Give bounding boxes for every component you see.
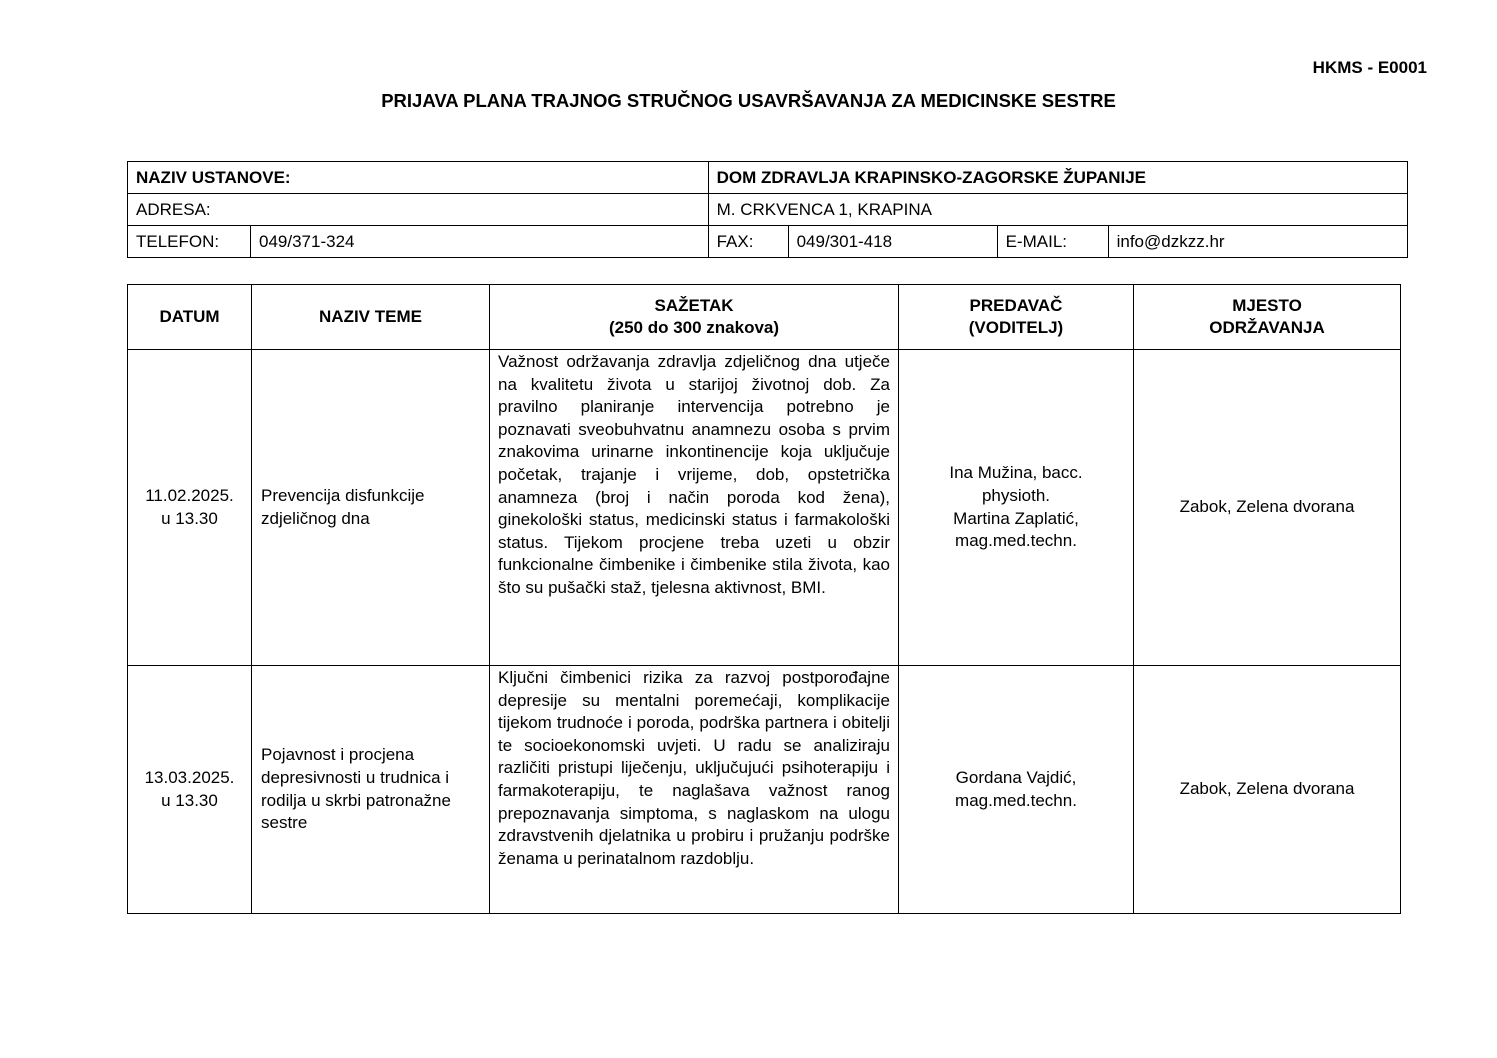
document-code: HKMS - E0001 [1312, 58, 1427, 77]
row-topic: Prevencija disfunkcije zdjeličnog dna [252, 350, 490, 666]
header-summary [490, 285, 899, 350]
institution-name-row [128, 162, 1408, 194]
row-venue: Zabok, Zelena dvorana [1134, 666, 1401, 914]
fax-label: FAX: [708, 226, 788, 258]
institution-contact-row [128, 226, 1408, 258]
institution-address-row [128, 194, 1408, 226]
email-value: info@dzkzz.hr [1108, 226, 1407, 258]
institution-table [127, 161, 1408, 258]
header-topic: NAZIV TEME [252, 285, 490, 350]
institution-address-label: ADRESA: [128, 194, 709, 226]
program-header-row [128, 285, 1401, 350]
email-label: E-MAIL: [997, 226, 1108, 258]
phone-label: TELEFON: [128, 226, 251, 258]
lecturer-name: Martina Zaplatić, [953, 508, 1079, 528]
row-summary: Ključni čimbenici rizika za razvoj postporođajne depresije su mentalni poremećaji, komplikacije tijekom trudnoće i poroda, podrška partnera i obitelji te socioekonomski uvjeti. U radu se analiziraju različiti pristupi liječenju, uključujući psihoterapiju i farmakoterapiju, te naglašava važnost ranog prepoznavanja simptoma, s naglaskom na ulogu zdravstvenih djelatnika u probiru i pružanju podrške ženama u perinatalnom razdoblju. [490, 666, 899, 914]
program-table [127, 284, 1401, 914]
table-row [128, 350, 1401, 666]
lecturer-title: physioth. [981, 485, 1051, 505]
row-date-day: 11.02.2025. [145, 485, 234, 505]
header-venue-line2: ODRŽAVANJA [1209, 318, 1325, 337]
lecturer-title: mag.med.techn. [955, 531, 1077, 551]
row-date [128, 350, 252, 666]
institution-address-value: M. CRKVENCA 1, KRAPINA [708, 194, 1407, 226]
row-topic: Pojavnost i procjena depresivnosti u trudnica i rodilja u skrbi patronažne sestre [252, 666, 490, 914]
row-date [128, 666, 252, 914]
institution-name-value: DOM ZDRAVLJA KRAPINSKO-ZAGORSKE ŽUPANIJE [708, 162, 1407, 194]
lecturer-title: mag.med.techn. [955, 790, 1077, 810]
row-lecturer [899, 350, 1134, 666]
header-venue-line1: MJESTO [1232, 296, 1302, 315]
header-venue [1134, 285, 1401, 350]
row-date-time: u 13.30 [161, 508, 218, 528]
header-lecturer-title: PREDAVAČ [969, 296, 1063, 315]
row-date-time: u 13.30 [161, 790, 218, 810]
table-row [128, 666, 1401, 914]
row-lecturer [899, 666, 1134, 914]
phone-value: 049/371-324 [251, 226, 709, 258]
lecturer-name: Gordana Vajdić, [955, 767, 1077, 787]
header-lecturer-note: (VODITELJ) [968, 318, 1064, 337]
row-summary: Važnost održavanja zdravlja zdjeličnog dna utječe na kvalitetu života u starijoj životnoj dob. Za pravilno planiranje intervencija potrebno je poznavati sveobuhvatnu anamnezu osoba s prvim znakovima urinarne inkontinencije koja uključuje početak, trajanje i vrijeme, dob, opstetrička anamneza (broj i način poroda kod žena), ginekološki status, medicinski status i farmakološki status. Tijekom procjene treba uzeti u obzir funkcionalne čimbenike i čimbenike stila života, kao što su pušački staž, tjelesna aktivnost, BMI. [490, 350, 899, 666]
header-summary-title: SAŽETAK [654, 296, 734, 315]
lecturer-name: Ina Mužina, bacc. [949, 463, 1083, 483]
header-summary-note: (250 do 300 znakova) [608, 318, 780, 337]
document-title: PRIJAVA PLANA TRAJNOG STRUČNOG USAVRŠAVANJA ZA MEDICINSKE SESTRE [381, 90, 1116, 111]
fax-value: 049/301-418 [788, 226, 997, 258]
row-date-day: 13.03.2025. [144, 767, 235, 787]
row-venue: Zabok, Zelena dvorana [1134, 350, 1401, 666]
header-date: DATUM [128, 285, 252, 350]
institution-name-label: NAZIV USTANOVE: [128, 162, 709, 194]
header-lecturer [899, 285, 1134, 350]
